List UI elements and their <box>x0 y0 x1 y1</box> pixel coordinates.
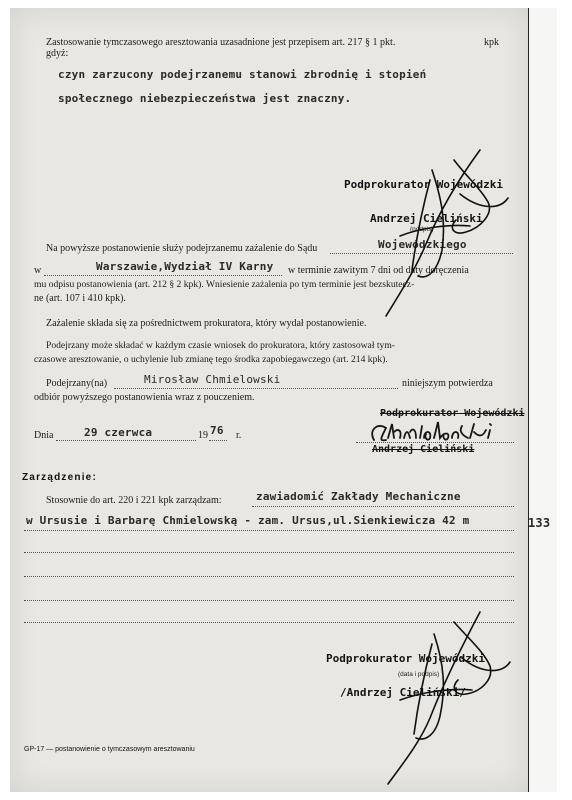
page-edge <box>528 8 557 792</box>
year-value: 76 <box>210 424 224 437</box>
suspect-label: Podejrzany(na) <box>46 378 108 389</box>
appeal-line-3: mu odpisu postanowienia (art. 212 § 2 kpk). Wniesienie zażalenia po tym terminie jest bezskutecz- <box>34 279 415 290</box>
signature-2-label: (data i podpis) <box>398 671 440 678</box>
kpk-label: kpk <box>484 37 499 48</box>
appeal-line-1: Na powyższe postanowienie służy podejrzanemu zażalenie do Sądu <box>46 243 318 254</box>
crossed-name: Andrzej Cieliński <box>372 444 475 455</box>
appeal-line-2: w terminie zawitym 7 dni od daty doręczenia <box>288 265 469 276</box>
order-text-2: w Ursusie i Barbarę Chmielowską - zam. Ursus,ul.Sienkiewicza 42 m <box>26 514 470 527</box>
intro-text: Zastosowanie tymczasowego aresztowania uzasadnione jest przepisem art. 217 § 1 pkt. <box>46 37 396 48</box>
w-prefix: w <box>34 265 42 276</box>
date-label: Dnia <box>34 430 54 441</box>
order-dotted-4 <box>24 576 514 577</box>
court-dotted-line-2 <box>44 275 282 276</box>
year-dotted-line <box>209 440 227 441</box>
suspect-dotted-line <box>114 388 398 389</box>
court-name-1: Wojewódzkiego <box>378 238 467 251</box>
reason-line-2: społecznego niebezpieczeństwa jest znaczny. <box>58 92 352 105</box>
signature-2-title: Podprokurator Wojewódzki <box>326 652 485 665</box>
date-suffix: r. <box>236 430 242 441</box>
order-dotted-2 <box>24 530 514 531</box>
order-dotted-1 <box>252 506 514 507</box>
suspect-line-2: odbiór powyższego postanowienia wraz z pouczeniem. <box>34 392 255 403</box>
suspect-confirm: niniejszym potwierdza <box>402 378 493 389</box>
court-name-2: Warszawie,Wydział IV Karny <box>96 260 274 273</box>
signature-2-name: /Andrzej Cieliński/ <box>340 686 466 699</box>
order-text-1: zawiadomić Zakłady Mechaniczne <box>256 490 461 503</box>
order-dotted-3 <box>24 552 514 553</box>
signature-1-podpis: (podpis) <box>410 226 434 233</box>
form-footer: GP-17 — postanowienie o tymczasowym aresztowaniu <box>24 746 195 753</box>
order-heading: Zarządzenie: <box>22 472 97 483</box>
intro-line <box>46 37 395 49</box>
order-apt: 133 <box>528 516 551 530</box>
prosecutor-signature-1 <box>330 140 530 340</box>
crossed-title: Podprokurator Wojewódzki <box>380 408 525 419</box>
order-line-1: Stosownie do art. 220 i 221 kpk zarządzam: <box>46 495 222 506</box>
date-dotted-line <box>56 440 196 441</box>
complaint-line: Zażalenie składa się za pośrednictwem prokuratora, który wydał postanowienie. <box>46 318 367 329</box>
motion-line-2: czasowe aresztowanie, o uchylenie lub zmianę tego środka zapobiegawczego (art. 214 kpk). <box>34 354 388 365</box>
year-prefix: 19 <box>198 430 208 441</box>
signature-1-name: Andrzej Cieliński <box>370 212 483 225</box>
signature-1-title: Podprokurator Wojewódzki <box>344 178 503 191</box>
date-value: 29 czerwca <box>84 426 153 439</box>
suspect-signature <box>364 416 514 450</box>
appeal-line-4: ne (art. 107 i 410 kpk). <box>34 293 126 304</box>
suspect-name: Mirosław Chmielowski <box>144 373 281 386</box>
prosecutor-signature-2 <box>330 600 530 790</box>
gdyz-label: gdyż: <box>46 48 69 59</box>
reason-line-1: czyn zarzucony podejrzanemu stanowi zbrodnię i stopień <box>58 68 427 81</box>
motion-line-1: Podejrzany może składać w każdym czasie wniosek do prokuratora, który zastosował tym- <box>46 340 395 351</box>
